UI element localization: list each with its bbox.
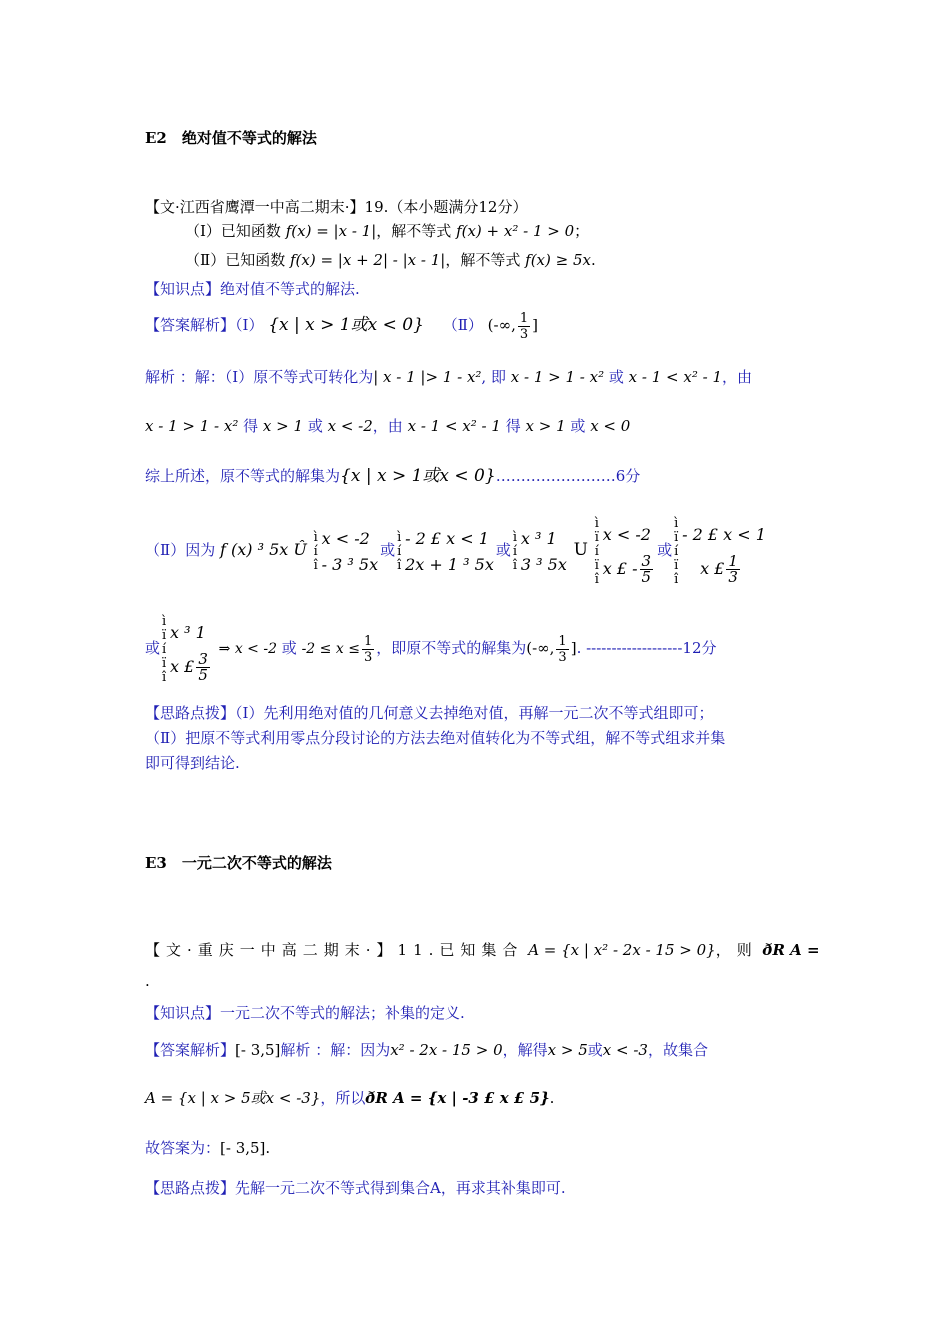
sys4-num: 3: [641, 552, 652, 570]
sol1-b: , 即: [481, 368, 506, 386]
part1-end: ；: [574, 222, 590, 240]
p2b-num: 1: [363, 633, 373, 649]
e2-hint-line1: [145, 702, 713, 724]
summary-score: ……………………6分: [495, 467, 641, 485]
e3-final-answer: [145, 1137, 270, 1159]
answer-p1-set: {x | x > 1或x < 0}: [268, 315, 424, 335]
e3-answer-a: 解析 ：解：因为: [280, 1041, 391, 1059]
knowledge-tag: 【知识点】: [145, 280, 221, 298]
system-1: ì í îx < -2 - 3 ³ 5x: [313, 529, 379, 574]
e3-answer-c: 或: [587, 1041, 603, 1059]
e2-part1: [185, 220, 589, 242]
e3-line2-a: ，所以: [320, 1089, 366, 1107]
hint-line1: （Ⅰ）先利用绝对值的几何意义去掉绝对值，再解一元二次不等式组即可；: [235, 704, 714, 722]
answer-p2-label: （Ⅱ）: [442, 316, 483, 334]
sol1-c: 或: [608, 368, 624, 386]
sys2-row1: - 2 £ x < 1: [405, 529, 489, 548]
part2-mid: ，解不等式: [445, 251, 521, 269]
e3-hint: [145, 1177, 566, 1199]
system-2: ì í î- 2 £ x < 1 2x + 1 ³ 5x: [397, 529, 494, 574]
e3-answer-tag: 【答案解析】: [145, 1041, 236, 1059]
sys6-num: 3: [198, 650, 208, 668]
p2b-set-den: 3: [558, 649, 567, 665]
system-6: ì ï í ï îx ³ 1 x £ $\frac{3}{5}$: [162, 614, 208, 685]
or-2: 或: [495, 541, 511, 559]
p2b-set-right: ]: [570, 639, 577, 657]
p2-a: （Ⅱ）因为: [145, 541, 216, 559]
sys3-row1: x ³ 1: [520, 529, 557, 548]
e3-problem: [145, 939, 820, 961]
or-1: 或: [380, 541, 396, 559]
sys2-row2: 2x + 1 ³ 5x: [405, 555, 494, 574]
e3-answer-m2: x > 5: [547, 1041, 588, 1059]
e3-line2-m1: A = {x | x > 5或x < -3}: [145, 1089, 321, 1107]
e2-hint-line3: 即可得到结论.: [145, 754, 240, 772]
sol2-m4: x - 1 < x² - 1: [407, 417, 501, 435]
sol1-d: ，由: [722, 368, 753, 386]
answer-p2-interval: [487, 310, 538, 342]
e2-source-text: 【文·江西省鹰潭一中高二期末·】19.（本小题满分12分）: [145, 198, 528, 216]
p2b-den: 3: [363, 649, 373, 665]
or-4: 或: [145, 639, 161, 657]
e3-answer: [145, 1039, 708, 1061]
sol2-a: 得: [243, 417, 259, 435]
p2b-set: [526, 633, 577, 665]
sol2-m1: x - 1 > 1 - x²: [145, 417, 239, 435]
sys1-row2: - 3 ³ 5x: [321, 555, 379, 574]
p2b-set-num: 1: [558, 633, 567, 649]
section-heading-e3: E3 一元二次不等式的解法: [145, 854, 332, 872]
e3-final-m: [- 3,5]: [220, 1139, 266, 1157]
e2-knowledge-point: [145, 278, 360, 300]
e3-set-a: A = {x | x² - 2x - 15 > 0}: [528, 941, 716, 959]
e3-answer-m3: x < -3: [602, 1041, 648, 1059]
e3-answer-m1: x² - 2x - 15 > 0: [390, 1041, 503, 1059]
sys6-den: 5: [198, 666, 208, 684]
e3-line2-b: .: [549, 1089, 555, 1107]
e3-knowledge-point: [145, 1002, 465, 1024]
sol1-m2: x - 1 > 1 - x²: [510, 368, 605, 386]
e2-solution-line2: [145, 415, 630, 437]
sol2-c: ，由: [372, 417, 403, 435]
e2-answer: [145, 310, 538, 342]
e3-line2-m2: ðR A = {x | -3 £ x £ 5}: [365, 1089, 550, 1107]
sol2-m6: x < 0: [590, 417, 631, 435]
e2-hint-line2: （Ⅱ）把原不等式利用零点分段讨论的方法去绝对值转化为不等式组，解不等式组求并集: [145, 729, 726, 747]
sol1-m1: | x - 1 |> 1 - x²: [373, 368, 482, 386]
e2-part2-solution: [145, 510, 768, 591]
summary-a: 综上所述，原不等式的解集为: [145, 467, 341, 485]
part1-mid: ，解不等式: [376, 222, 452, 240]
sol2-d: 得: [505, 417, 521, 435]
sol2-m2: x > 1: [262, 417, 304, 435]
part2-end: .: [590, 251, 596, 269]
p2-m: f (x) ³ 5x Û: [219, 540, 307, 559]
e3-knowledge-tag: 【知识点】: [145, 1004, 221, 1022]
e3-source: 【文·重庆一中高二期末·】11.已知集合: [145, 941, 524, 959]
sys6-row2: x £: [170, 657, 195, 676]
sol2-m5: x > 1: [525, 417, 566, 435]
sys5-row2: x £: [700, 559, 725, 578]
e2-summary: [145, 463, 640, 489]
p2b-range: -2 ≤ x ≤: [301, 641, 360, 657]
e3-hint-text: 先解一元二次不等式得到集合A，再求其补集即可.: [235, 1179, 566, 1197]
sys5-den: 3: [728, 568, 738, 586]
hint-tag: 【思路点拨】: [145, 704, 236, 722]
p2b-arrow: ⇒ x < -2: [218, 641, 277, 657]
sol2-e: 或: [570, 417, 586, 435]
e2-problem-source: [145, 196, 527, 218]
p2b-or: 或: [281, 639, 297, 657]
interval-num: 1: [519, 310, 529, 326]
p2b-text: ，即原不等式的解集为: [376, 639, 527, 657]
sys6-row1: x ³ 1: [170, 623, 206, 642]
sys1-row1: x < -2: [321, 529, 370, 548]
system-3: ì í îx ³ 1 3 ³ 5x: [512, 529, 567, 574]
system-5: ì ï í ï î- 2 £ x < 1 x £ $\frac{1}{3}$: [674, 516, 766, 587]
sys3-row2: 3 ³ 5x: [520, 555, 567, 574]
sol1-m3: x - 1 < x² - 1: [628, 368, 723, 386]
e3-hint-tag: 【思路点拨】: [145, 1179, 236, 1197]
e3-dot: .: [145, 972, 150, 990]
union-symbol: U: [573, 540, 588, 560]
part2-label: （Ⅱ）已知函数: [185, 251, 286, 269]
answer-p1-label: （Ⅰ）: [235, 316, 264, 334]
part1-label: （Ⅰ）已知函数: [185, 222, 281, 240]
part2-inequality: f(x) ≥ 5x: [525, 251, 591, 269]
e2-part2-continuation: [145, 608, 717, 689]
e3-final-a: 故答案为：: [145, 1139, 221, 1157]
part1-function: f(x) = |x - 1|: [285, 222, 377, 240]
sol2-b: 或: [307, 417, 323, 435]
sys4-den: 5: [641, 568, 652, 586]
e2-part2: [185, 249, 596, 271]
interval-left: (-∞,: [487, 316, 516, 334]
e3-answer-value: [- 3,5]: [235, 1041, 281, 1059]
sys4-row1: x < -2: [602, 525, 651, 544]
e3-then: ，则: [715, 941, 758, 959]
interval-right: ]: [532, 316, 538, 334]
e3-answer-d: ，故集合: [647, 1041, 708, 1059]
e3-answer-b: ，解得: [502, 1041, 548, 1059]
system-4: ì ï í ï îx < -2 x £ - $\frac{3}{5}$: [594, 516, 652, 587]
sys5-row1: - 2 £ x < 1: [682, 525, 766, 544]
e2-solution-line1: [145, 366, 752, 388]
interval-den: 3: [519, 326, 529, 342]
part2-function: f(x) = |x + 2| - |x - 1|: [289, 251, 446, 269]
sys5-num: 1: [728, 552, 738, 570]
sol2-m3: x < -2: [327, 417, 373, 435]
p2b-score: . -------------------12分: [576, 639, 717, 657]
e3-final-b: .: [265, 1139, 271, 1157]
or-3: 或: [657, 541, 673, 559]
summary-set: {x | x > 1或x < 0}: [340, 466, 496, 486]
section-heading-e2: E2 绝对值不等式的解法: [145, 129, 317, 147]
part1-inequality: f(x) + x² - 1 > 0: [456, 222, 575, 240]
p2b-set-left: (-∞,: [526, 639, 555, 657]
e3-knowledge-text: 一元二次不等式的解法；补集的定义.: [220, 1004, 465, 1022]
answer-tag: 【答案解析】: [145, 316, 236, 334]
sys4-row2: x £ -: [602, 559, 638, 578]
e3-solution-line2: [145, 1087, 554, 1109]
sol1-a: 解析 ：解：（Ⅰ）原不等式可转化为: [145, 368, 374, 386]
knowledge-text: 绝对值不等式的解法.: [220, 280, 360, 298]
e3-complement: ðR A =: [762, 941, 820, 959]
